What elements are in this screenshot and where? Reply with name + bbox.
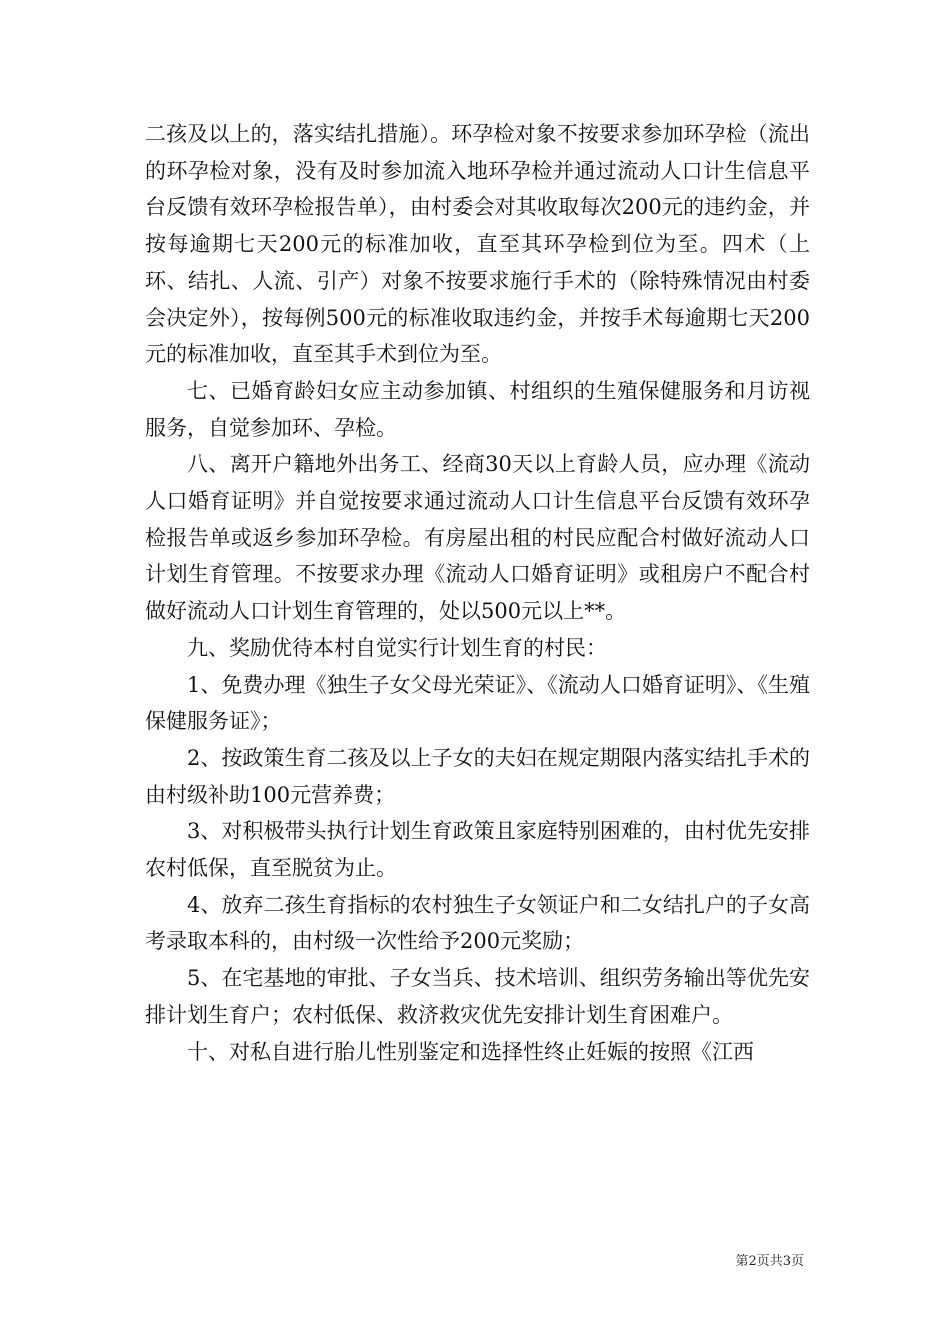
paragraph-item-8: 八、离开户籍地外出务工、经商30天以上育龄人员，应办理《流动人口婚育证明》并自觉按要求通过流动人口计生信息平台反馈有效环孕检报告单或返乡参加环孕检。有房屋出租的村民应配合村做好流动人口计划生育管理。不按要求办理《流动人口婚育证明》或租房户不配合村做好流动人口计划生育管理的，处以500元以上**。: [145, 452, 810, 624]
paragraph-subitem-2: 2、按政策生育二孩及以上子女的夫妇在规定期限内落实结扎手术的由村级补助100元营养费；: [145, 745, 810, 807]
paragraph-subitem-1: 1、免费办理《独生子女父母光荣证》、《流动人口婚育证明》、《生殖保健服务证》；: [145, 672, 810, 734]
paragraph-subitem-4: 4、放弃二孩生育指标的农村独生子女领证户和二女结扎户的子女高考录取本科的，由村级一次性给予200元奖励；: [145, 892, 810, 954]
paragraph-subitem-3: 3、对积极带头执行计划生育政策且家庭特别困难的，由村优先安排农村低保，直至脱贫为止。: [145, 819, 810, 881]
page-number-footer: 第2页共3页: [735, 1254, 804, 1269]
paragraph-subitem-5: 5、在宅基地的审批、子女当兵、技术培训、组织劳务输出等优先安排计划生育户；农村低保、救济救灾优先安排计划生育困难户。: [145, 966, 810, 1027]
paragraph-item-9: 九、奖励优待本村自觉实行计划生育的村民：: [187, 635, 607, 660]
document-body: [145, 116, 810, 1070]
paragraph-item-10: 十、对私自进行胎儿性别鉴定和选择性终止妊娠的按照《江西: [187, 1039, 754, 1064]
paragraph-continuation: 二孩及以上的，落实结扎措施）。环孕检对象不按要求参加环孕检（流出的环孕检对象，没有及时参加流入地环孕检并通过流动人口计生信息平台反馈有效环孕检报告单），由村委会对其收取每次200元的违约金，并按每逾期七天200元的标准加收，直至其环孕检到位为至。四术（上环、结扎、人流、引产）对象不按要求施行手术的（除特殊情况由村委会决定外），按每例500元的标准收取违约金，并按手术每逾期七天200元的标准加收，直至其手术到位为至。: [145, 122, 810, 367]
paragraph-item-7: 七、已婚育龄妇女应主动参加镇、村组织的生殖保健服务和月访视服务，自觉参加环、孕检。: [145, 378, 810, 440]
